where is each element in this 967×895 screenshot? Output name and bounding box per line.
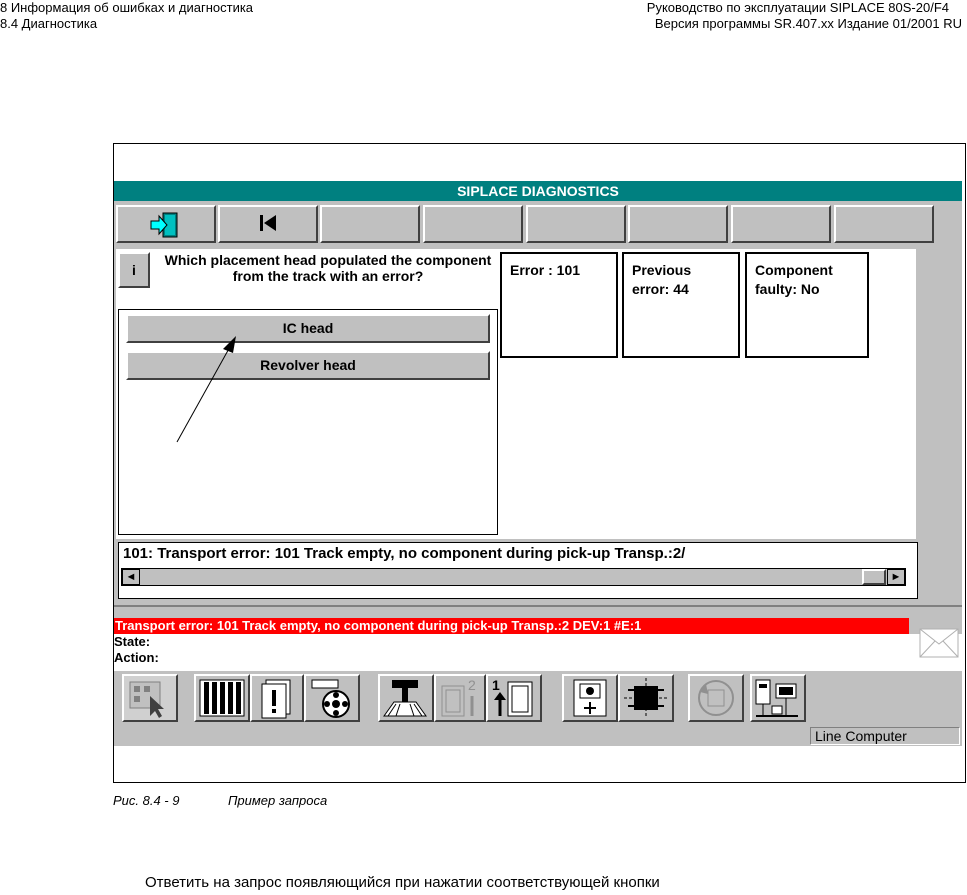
question-text: Which placement head populated the component from the track with an error?: [164, 252, 492, 284]
error-status-line: Transport error: 101 Track empty, no component during pick-up Transp.:2 DEV:1 #E:1: [114, 618, 909, 634]
instruction-text: Ответить на запрос появляющийся при нажатии соответствующей кнопки: [145, 874, 660, 891]
action-label: Action:: [114, 650, 159, 665]
header-section: 8.4 Диагностика: [0, 16, 98, 31]
header-version: Версия программы SR.407.xx Издание 01/2001 RU: [654, 16, 962, 31]
svg-text:2: 2: [468, 677, 476, 693]
ic-head-button[interactable]: IC head: [126, 314, 490, 343]
error-code: Error : 101: [510, 262, 581, 278]
scroll-right-icon[interactable]: ►: [887, 569, 905, 585]
header-chapter: 8 Информация об ошибках и диагностика: [0, 0, 254, 15]
previous-error-label: Previous: [632, 262, 692, 278]
message-text: 101: Transport error: 101 Track empty, no component during pick-up Transp.:2/: [123, 545, 686, 562]
status-bar: Line Computer: [810, 727, 960, 745]
window-title: SIPLACE DIAGNOSTICS: [114, 181, 962, 201]
header-manual-title: Руководство по эксплуатации SIPLACE 80S-20/F4: [646, 0, 949, 15]
figure-number: Рис. 8.4 - 9: [113, 793, 180, 808]
state-label: State:: [114, 634, 151, 649]
figure-title: Пример запроса: [228, 793, 328, 808]
figure-caption: [113, 793, 327, 808]
previous-error-value: error: 44: [632, 281, 689, 297]
info-button[interactable]: i: [118, 252, 150, 288]
scroll-left-icon[interactable]: ◄: [122, 569, 140, 585]
component-label: Component: [755, 262, 833, 278]
component-faulty-value: faulty: No: [755, 281, 820, 297]
revolver-head-button[interactable]: Revolver head: [126, 351, 490, 380]
svg-text:1: 1: [492, 677, 500, 693]
